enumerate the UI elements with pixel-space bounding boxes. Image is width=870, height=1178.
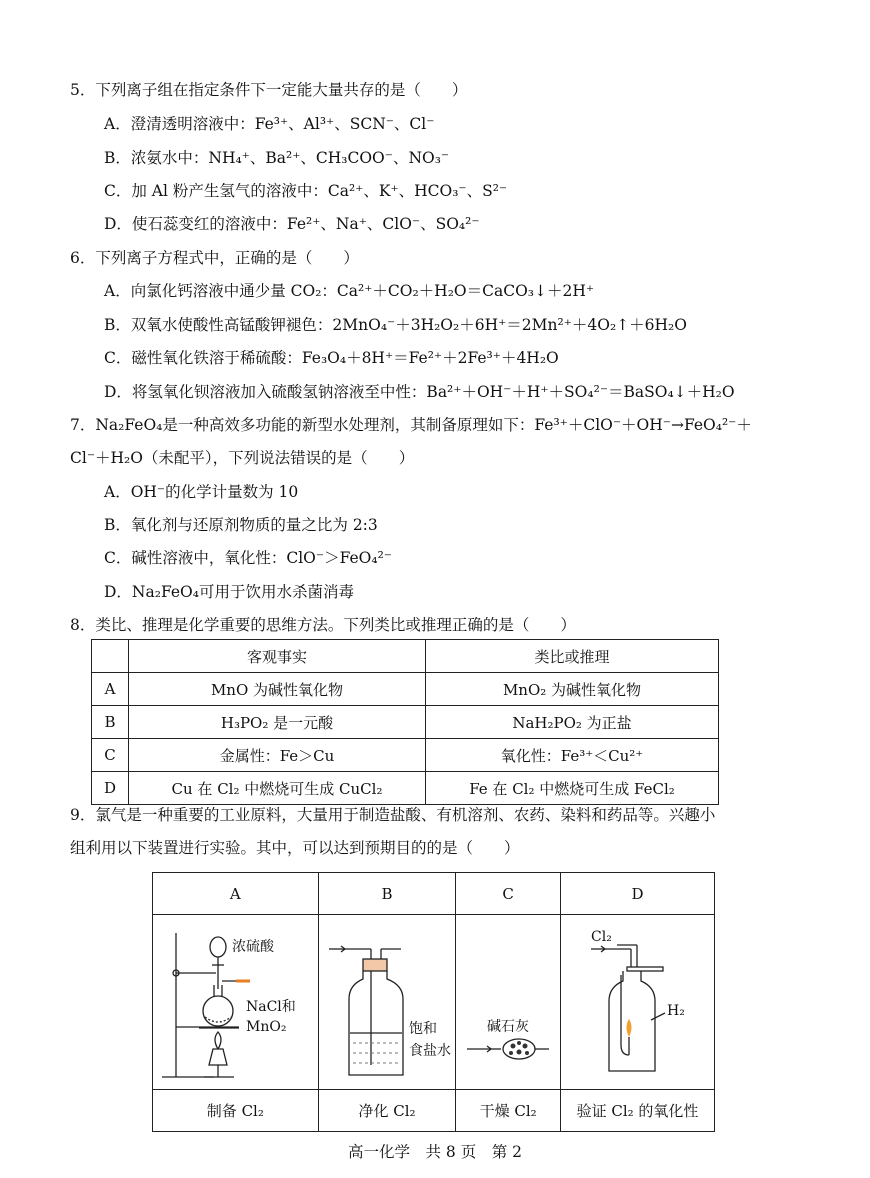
chlorine-generator-diagram: [154, 915, 317, 1085]
table-cell: 氧化性：Fe³⁺＜Cu²⁺: [426, 739, 719, 772]
apparatus-c: [456, 915, 561, 1090]
q5-stem: 5．下列离子组在指定条件下一定能大量共存的是（ ）: [70, 81, 468, 99]
caption-row: [153, 1090, 715, 1132]
q6-option-a: A．向氯化钙溶液中通少量 CO₂：Ca²⁺＋CO₂＋H₂O＝CaCO₃↓＋2H⁺: [104, 282, 595, 300]
wash-bottle-diagram: [319, 915, 454, 1085]
table-row: [92, 673, 719, 706]
table-cell: D: [92, 772, 129, 805]
table-cell: C: [92, 739, 129, 772]
q5-option-d: D．使石蕊变红的溶液中：Fe²⁺、Na⁺、ClO⁻、SO₄²⁻: [104, 215, 480, 233]
table-cell: B: [92, 706, 129, 739]
table-cell: NaH₂PO₂ 为正盐: [426, 706, 719, 739]
apparatus-row: [153, 915, 715, 1090]
drying-tube-diagram: [457, 915, 559, 1085]
caption-b: 净化 Cl₂: [318, 1090, 456, 1132]
q7-option-a: A．OH⁻的化学计量数为 10: [104, 483, 299, 501]
table-cell: A: [92, 673, 129, 706]
q7-option-d: D．Na₂FeO₄可用于饮用水杀菌消毒: [104, 583, 354, 601]
table-cell: H₃PO₂ 是一元酸: [129, 706, 426, 739]
apparatus-d: [561, 915, 715, 1090]
table-header: C: [456, 873, 561, 915]
a-reagent-label-1: NaCl和: [245, 999, 296, 1015]
a-reagent-label-2: MnO₂: [245, 1019, 287, 1035]
q6-option-d: D．将氢氧化钡溶液加入硫酸氢钠溶液至中性：Ba²⁺＋OH⁻＋H⁺＋SO₄²⁻＝BaSO₄↓＋H₂O: [104, 383, 735, 401]
table-cell: MnO₂ 为碱性氧化物: [426, 673, 719, 706]
q6-option-c: C．磁性氧化铁溶于稀硫酸：Fe₃O₄＋8H⁺＝Fe²⁺＋2Fe³⁺＋4H₂O: [104, 349, 559, 367]
apparatus-a: [153, 915, 319, 1090]
table-header: [92, 640, 129, 673]
q7-stem-line1: 7．Na₂FeO₄是一种高效多功能的新型水处理剂，其制备原理如下：Fe³⁺＋ClO⁻＋OH⁻→FeO₄²⁻＋: [70, 416, 752, 434]
b-label-2: 食盐水: [409, 1043, 452, 1059]
table-cell: Cu 在 Cl₂ 中燃烧可生成 CuCl₂: [129, 772, 426, 805]
table-header-row: [92, 640, 719, 673]
d-gas-label: H₂: [667, 1003, 685, 1019]
c-label: 碱石灰: [487, 1019, 530, 1035]
table-cell: MnO 为碱性氧化物: [129, 673, 426, 706]
caption-a: 制备 Cl₂: [153, 1090, 319, 1132]
q5-option-b: B．浓氨水中：NH₄⁺、Ba²⁺、CH₃COO⁻、NO₃⁻: [104, 149, 450, 167]
a-acid-label: 浓硫酸: [231, 939, 274, 955]
table-cell: Fe 在 Cl₂ 中燃烧可生成 FeCl₂: [426, 772, 719, 805]
q8-stem: 8．类比、推理是化学重要的思维方法。下列类比或推理正确的是（ ）: [70, 616, 576, 634]
caption-c: 干燥 Cl₂: [456, 1090, 561, 1132]
q9-stem-line1: 9．氯气是一种重要的工业原料，大量用于制造盐酸、有机溶剂、农药、染料和药品等。兴趣小: [70, 806, 716, 824]
q5-option-a: A．澄清透明溶液中：Fe³⁺、Al³⁺、SCN⁻、Cl⁻: [104, 115, 435, 133]
caption-d: 验证 Cl₂ 的氧化性: [561, 1090, 715, 1132]
q6-option-b: B．双氧水使酸性高锰酸钾褪色：2MnO₄⁻＋3H₂O₂＋6H⁺＝2Mn²⁺＋4O₂↑＋6H₂O: [104, 316, 687, 334]
combustion-bottle-diagram: [561, 915, 714, 1085]
d-gas-in-label: Cl₂: [591, 929, 612, 945]
table-header: 类比或推理: [426, 640, 719, 673]
table-cell: 金属性：Fe＞Cu: [129, 739, 426, 772]
q5-option-c: C．加 Al 粉产生氢气的溶液中：Ca²⁺、K⁺、HCO₃⁻、S²⁻: [104, 182, 508, 200]
table-header: 客观事实: [129, 640, 426, 673]
q6-stem: 6．下列离子方程式中，正确的是（ ）: [70, 249, 359, 267]
q7-stem-line2: Cl⁻＋H₂O（未配平），下列说法错误的是（ ）: [70, 449, 415, 467]
apparatus-b: [318, 915, 456, 1090]
table-header-row: [153, 873, 715, 915]
table-header: A: [153, 873, 319, 915]
table-row: [92, 772, 719, 805]
b-label-1: 饱和: [409, 1021, 438, 1037]
q8-table: [91, 639, 719, 805]
table-header: D: [561, 873, 715, 915]
q7-option-c: C．碱性溶液中，氧化性：ClO⁻＞FeO₄²⁻: [104, 549, 392, 567]
q9-stem-line2: 组利用以下装置进行实验。其中，可以达到预期目的的是（ ）: [70, 839, 520, 857]
table-header: B: [318, 873, 456, 915]
q9-apparatus-table: [152, 872, 715, 1132]
table-row: [92, 706, 719, 739]
table-row: [92, 739, 719, 772]
q7-option-b: B．氧化剂与还原剂物质的量之比为 2:3: [104, 516, 378, 534]
page-footer: 高一化学 共 8 页 第 2: [347, 1143, 522, 1161]
